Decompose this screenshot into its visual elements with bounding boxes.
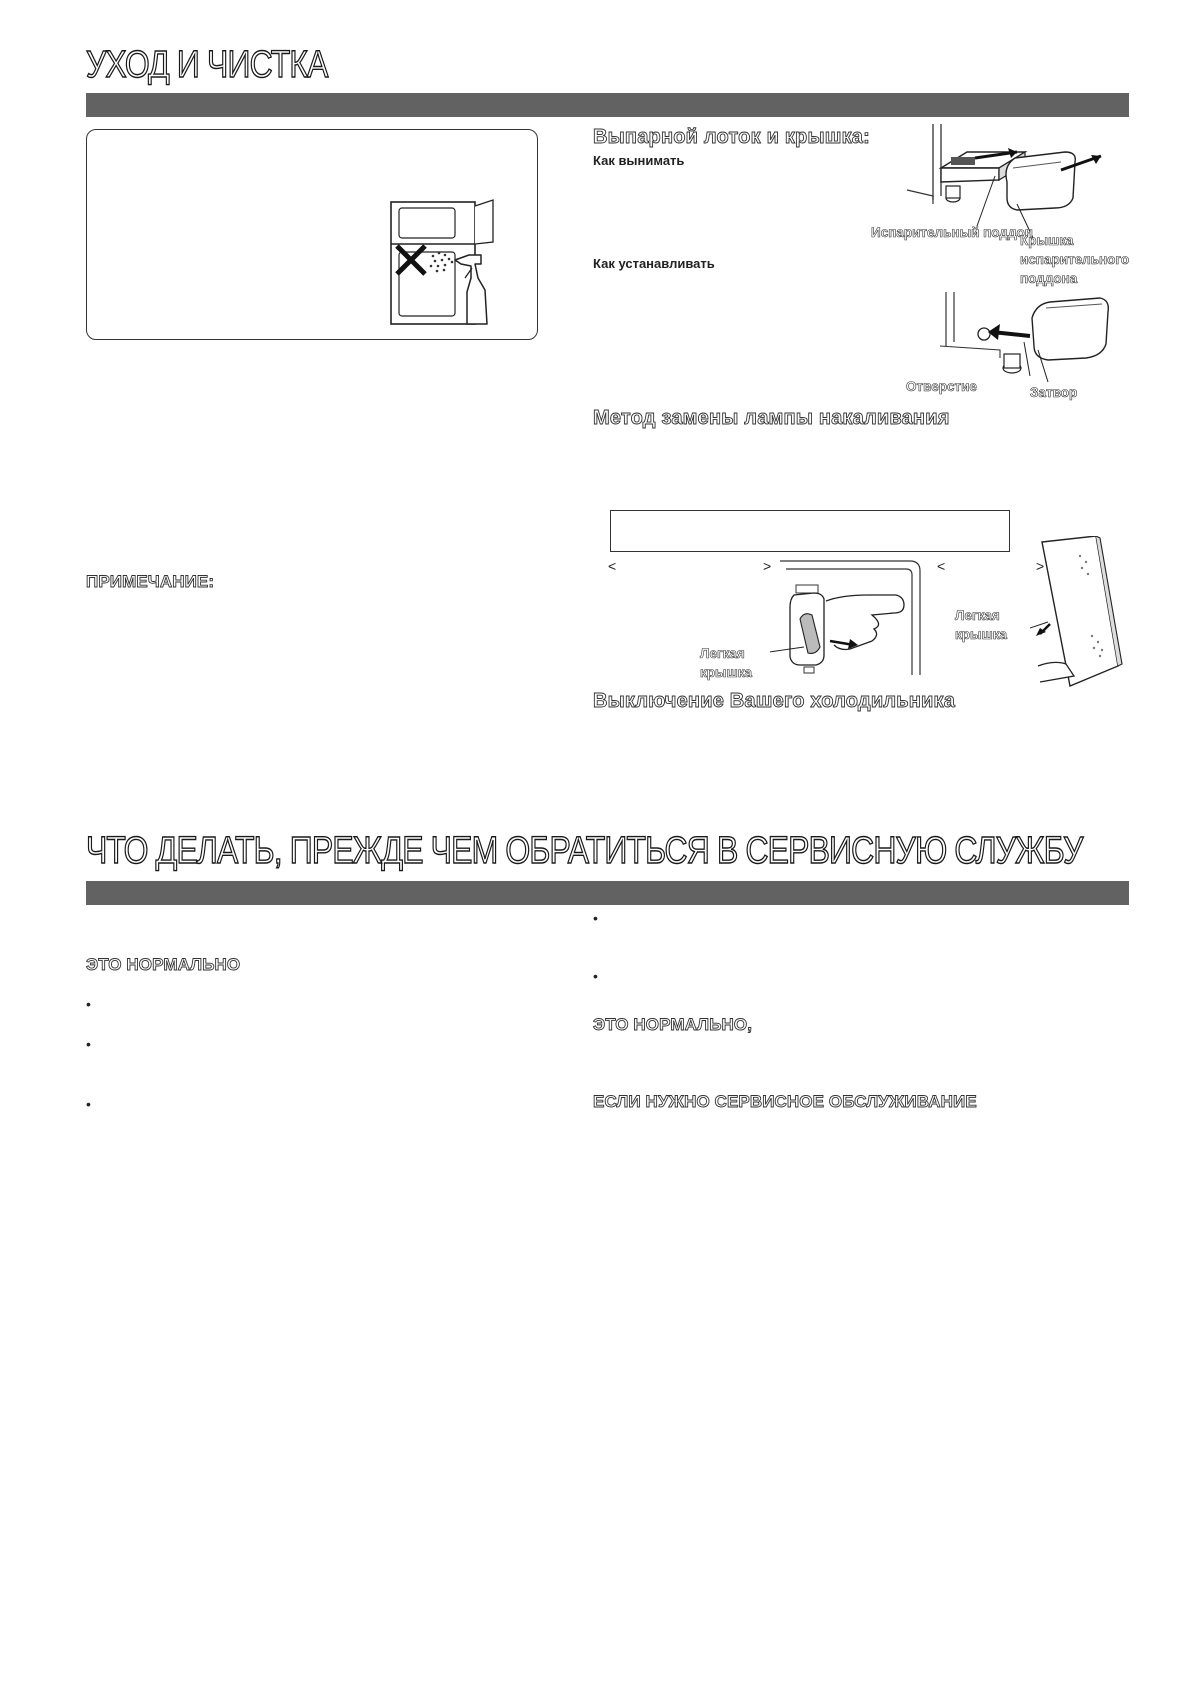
service-title-bar	[86, 881, 1129, 905]
note-label: ПРИМЕЧАНИЕ:	[86, 572, 215, 591]
bullet-left-3: •	[86, 1096, 91, 1112]
shutdown-heading: Выключение Вашего холодильника	[593, 690, 956, 712]
install-label: Как устанавливать	[593, 256, 715, 271]
callout-hole: Отверстие	[906, 379, 977, 394]
no-spray-illustration	[385, 198, 525, 328]
callout-latch: Затвор	[1030, 385, 1078, 400]
bracket-right-open: <	[937, 558, 946, 574]
lamp-cover-left-illustration	[770, 555, 930, 675]
callout-tray: Испарительный поддон	[871, 225, 1033, 240]
callout-tray-cover: Крышка испарительного поддона	[1020, 233, 1130, 286]
lamp-notice-box	[610, 510, 1010, 552]
bullet-left-2: •	[86, 1036, 91, 1052]
bullet-right-1: •	[593, 910, 598, 926]
lamp-heading: Метод замены лампы накаливания	[593, 407, 950, 429]
service-page-title: ЧТО ДЕЛАТЬ, ПРЕЖДЕ ЧЕМ ОБРАТИТЬСЯ В СЕРВИСНУЮ СЛУЖБУ	[86, 830, 1083, 872]
lamp-cover-right-illustration	[1030, 536, 1130, 692]
bracket-right-close: >	[1036, 558, 1045, 574]
callout-lamp-cover-left: Легкая крышка	[700, 646, 753, 680]
remove-label: Как вынимать	[593, 153, 685, 168]
bullet-right-2: •	[593, 968, 598, 984]
bullet-left-1: •	[86, 996, 91, 1012]
evap-heading: Выпарной лоток и крышка:	[593, 126, 870, 148]
bracket-left-close: >	[763, 558, 772, 574]
title-bar	[86, 93, 1129, 117]
normal-heading-right: ЭТО НОРМАЛЬНО,	[593, 1015, 753, 1034]
service-needed-heading: ЕСЛИ НУЖНО СЕРВИСНОЕ ОБСЛУЖИВАНИЕ	[593, 1092, 977, 1111]
page-title: УХОД И ЧИСТКА	[86, 44, 328, 86]
normal-heading-left: ЭТО НОРМАЛЬНО	[86, 955, 241, 974]
warning-box	[86, 129, 538, 340]
bracket-left-open: <	[608, 558, 617, 574]
callout-lamp-cover-right: Легкая крышка	[955, 608, 1008, 642]
